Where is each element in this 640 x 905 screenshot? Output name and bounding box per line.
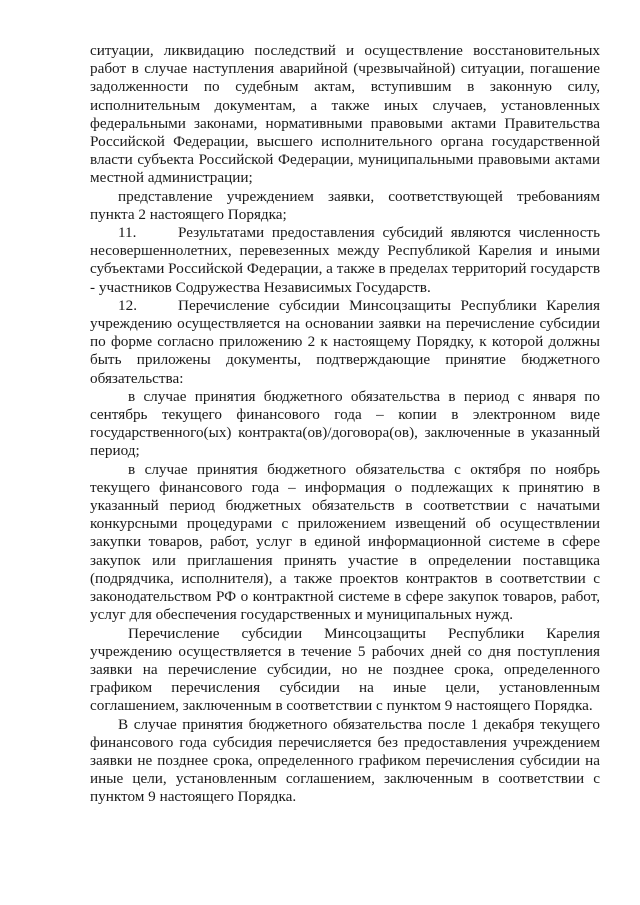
item-text: Перечисление субсидии Минсоцзащиты Республики Карелия учреждению осуществляется на основании заявки на перечисление субсидии по форме согласно приложению 2 к настоящему Порядку, к которой должны быть приложены документы, подтверждающие принятие бюджетного обязательства: [90,296,600,387]
item-number: 11. [118,224,137,242]
item-text: Результатами предоставления субсидий являются численность несовершеннолетних, перевезенных между Республикой Карелия и иными субъектами Российской Федерации, а также в пределах территорий государств - участников Содружества Независимых Государств. [90,224,600,296]
paragraph-after-december: В случае принятия бюджетного обязательства после 1 декабря текущего финансового года субсидия перечисляется без предоставления учреждением заявки не позднее срока, определенного графиком перечисления субсидии на иные цели, установленным соглашением, заключенным в соответствии с пунктом 9 настоящего Порядка. [90,715,600,806]
paragraph-item-11 [90,224,600,297]
paragraph-continuation: ситуации, ликвидацию последствий и осуществление восстановительных работ в случае наступления аварийной (чрезвычайной) ситуации, погашение задолженности по судебным актам, вступившим в законную силу, исполнительным документам, а также иных случаев, установленных федеральными законами, нормативными правовыми актами Правительства Российской Федерации, высшего исполнительного органа государственной власти субъекта Российской Федерации, муниципальными правовыми актами местной администрации; [90,42,600,187]
paragraph-transfer-timing: Перечисление субсидии Минсоцзащиты Республики Карелия учреждению осуществляется в течение 5 рабочих дней со дня поступления заявки на перечисление субсидии, но не позднее срока, определенного графиком перечисления субсидии на иные цели, установленным соглашением, заключенным в соответствии с пунктом 9 настоящего Порядка. [90,624,600,715]
item-number: 12. [118,296,137,314]
paragraph-application-requirement: представление учреждением заявки, соответствующей требованиям пункта 2 настоящего Порядка; [90,187,600,223]
paragraph-jan-sep: в случае принятия бюджетного обязательства в период с января по сентябрь текущего финансового года – копии в электронном виде государственного(ых) контракта(ов)/договора(ов), заключенные в указанный период; [90,387,600,460]
paragraph-oct-nov: в случае принятия бюджетного обязательства с октября по ноябрь текущего финансового года – информация о подлежащих к принятию в указанный период бюджетных обязательств в соответствии с начатыми конкурсными процедурами с приложением извещений об осуществлении закупки товаров, работ, услуг в единой информационной системе в сфере закупок или приглашения принять участие в определении поставщика (подрядчика, исполнителя), а также проектов контрактов в соответствии с законодательством РФ о контрактной системе в сфере закупок товаров, работ, услуг для обеспечения государственных и муниципальных нужд. [90,460,600,624]
paragraph-item-12 [90,297,600,388]
